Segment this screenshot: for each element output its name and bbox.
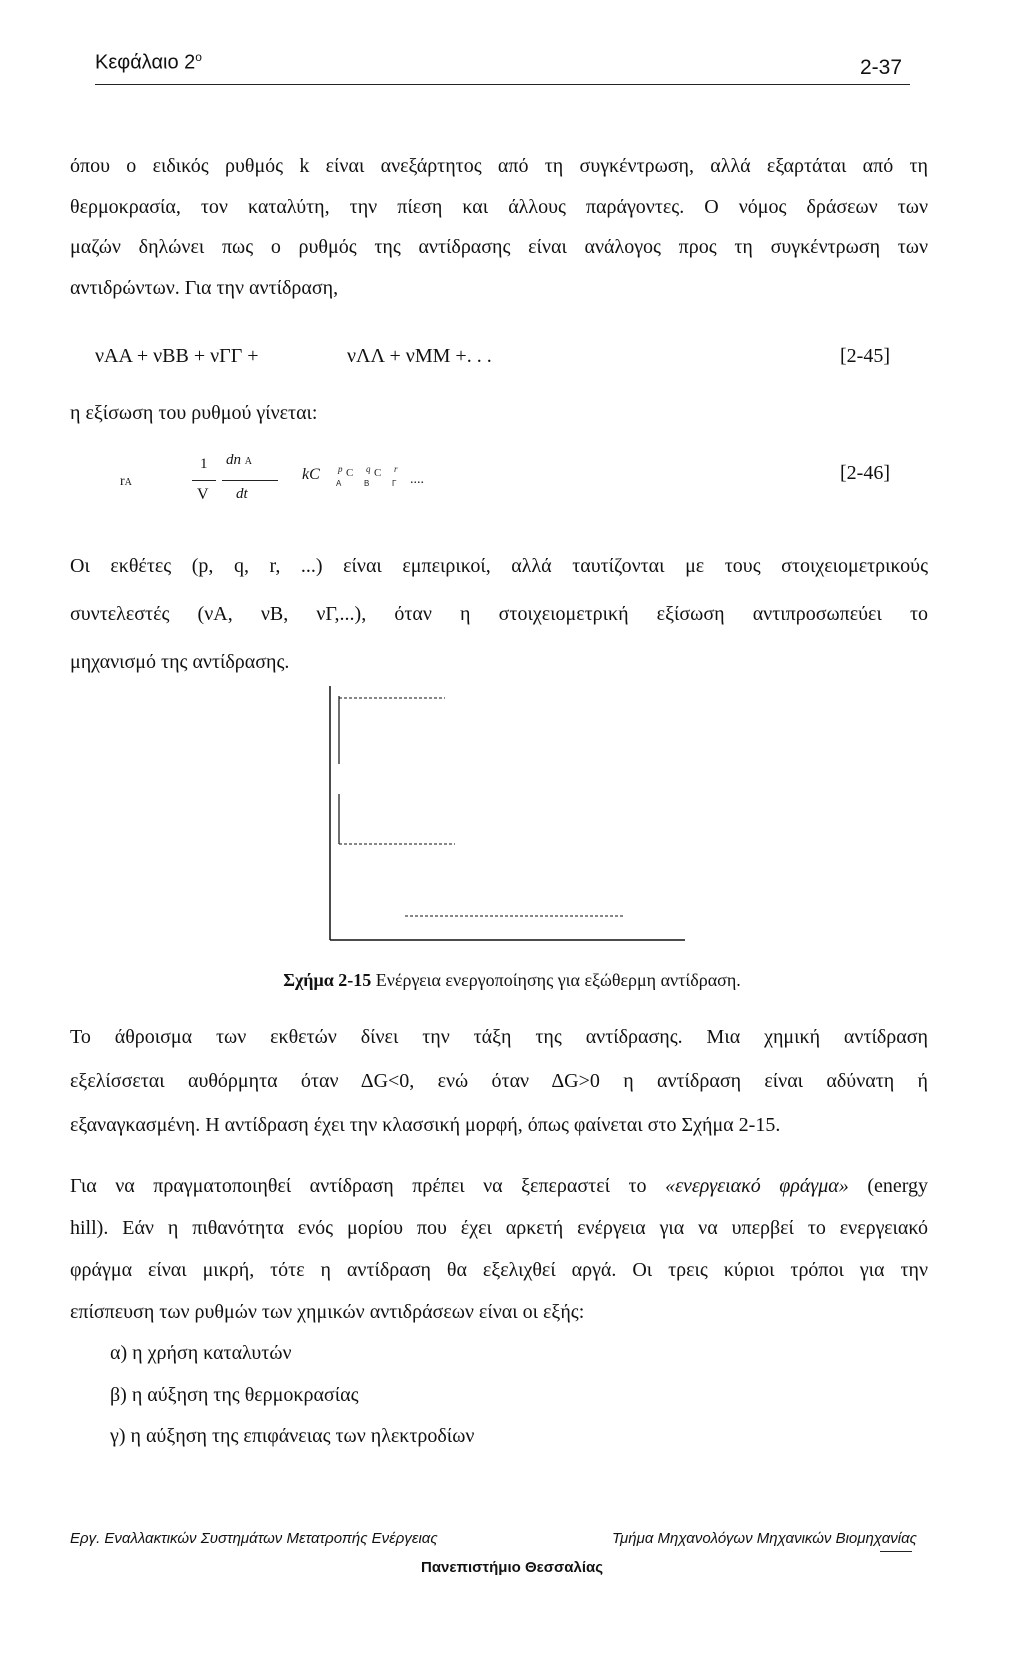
text-line: εξελίσσεται αυθόρμητα όταν ΔG<0, ενώ όταν ΔG>0 η αντίδραση είναι αδύνατη ή bbox=[70, 1070, 928, 1092]
fraction-numerator: 1 bbox=[200, 456, 208, 472]
text-line: μηχανισμό της αντίδρασης. bbox=[70, 651, 290, 673]
equation-2-46-tail: .... bbox=[410, 472, 424, 487]
footer-divider bbox=[880, 1551, 912, 1552]
svg-text:C: C bbox=[346, 467, 354, 479]
rate-equation-intro: η εξίσωση του ρυθμού γίνεται: bbox=[70, 402, 318, 424]
equation-2-46-rhs: kC bbox=[302, 466, 320, 483]
svg-text:q: q bbox=[366, 464, 371, 474]
list-item: α) η χρήση καταλυτών bbox=[110, 1342, 292, 1364]
text-line: εξαναγκασμένη. Η αντίδραση έχει την κλασσική μορφή, όπως φαίνεται στο Σχήμα 2-15. bbox=[70, 1114, 781, 1136]
paragraph-exponents bbox=[70, 542, 928, 686]
derivative-bar bbox=[222, 480, 278, 481]
equation-2-45-lhs: νΑΑ + νΒΒ + νΓΓ + bbox=[95, 345, 259, 367]
paragraph-rate-constant bbox=[70, 146, 928, 308]
svg-text:r: r bbox=[394, 464, 398, 474]
figure-caption: Σχήμα 2-15 Ενέργεια ενεργοποίησης για εξώθερμη αντίδραση. bbox=[283, 970, 741, 990]
footer-department: Τμήμα Μηχανολόγων Μηχανικών Βιομηχανίας bbox=[612, 1530, 917, 1547]
svg-text:Γ: Γ bbox=[392, 479, 397, 488]
equation-2-45-rhs: νΛΛ + νΜΜ +. . . bbox=[347, 345, 492, 367]
derivative-denominator: dt bbox=[236, 486, 248, 502]
header-divider bbox=[95, 84, 910, 85]
text-line: Οι εκθέτες (p, q, r, ...) είναι εμπειρικοί, αλλά ταυτίζονται με τους στοιχειομετρικούς bbox=[70, 555, 928, 577]
svg-text:p: p bbox=[338, 464, 343, 474]
text-line: Για να πραγματοποιηθεί αντίδραση πρέπει να ξεπεραστεί το «ενεργειακό φράγμα» (energy bbox=[70, 1175, 929, 1197]
list-item: γ) η αύξηση της επιφάνειας των ηλεκτροδίων bbox=[110, 1425, 475, 1447]
svg-text:A: A bbox=[336, 479, 342, 488]
list-item: β) η αύξηση της θερμοκρασίας bbox=[110, 1384, 359, 1406]
svg-text:B: B bbox=[364, 479, 370, 488]
derivative-numerator: dn A bbox=[226, 452, 252, 468]
footer-lab-name: Εργ. Εναλλακτικών Συστημάτων Μετατροπής Ενέργειας bbox=[70, 1530, 438, 1547]
energy-diagram bbox=[325, 684, 695, 944]
text-line: μαζών δηλώνει πως ο ρυθμός της αντίδρασης είναι ανάλογος προς τη συγκέντρωση των bbox=[70, 236, 928, 258]
paragraph-energy-barrier bbox=[70, 1165, 928, 1333]
text-line: συντελεστές (νΑ, νΒ, νΓ,...), όταν η στοιχειομετρική εξίσωση αντιπροσωπεύει το bbox=[70, 603, 929, 625]
text-line: θερμοκρασία, τον καταλύτη, την πίεση και άλλους παράγοντες. Ο νόμος δράσεων των bbox=[70, 195, 928, 218]
rate-symbol: rA bbox=[120, 474, 132, 489]
text-line: hill). Εάν η πιθανότητα ενός μορίου που έχει αρκετή ενέργεια για να υπερβεί το ενεργειακό bbox=[70, 1217, 928, 1239]
fraction-bar bbox=[192, 480, 216, 481]
paragraph-reaction-order bbox=[70, 1015, 928, 1147]
text-line: αντιδρώντων. Για την αντίδραση, bbox=[70, 276, 339, 299]
concentration-powers bbox=[332, 462, 442, 492]
text-line: όπου ο ειδικός ρυθμός k είναι ανεξάρτητος από τη συγκέντρωση, αλλά εξαρτάται από τη bbox=[70, 155, 928, 177]
page-number: 2-37 bbox=[860, 56, 903, 79]
svg-text:C: C bbox=[374, 467, 382, 479]
text-line: Το άθροισμα των εκθετών δίνει την τάξη της αντίδρασης. Μια χημική αντίδραση bbox=[70, 1026, 928, 1048]
text-line: φράγμα είναι μικρή, τότε η αντίδραση θα εξελιχθεί αργά. Οι τρεις κύριοι τρόποι για την bbox=[70, 1259, 928, 1281]
text-line: επίσπευση των ρυθμών των χημικών αντιδράσεων είναι οι εξής: bbox=[70, 1301, 585, 1323]
chapter-title: Κεφάλαιο $2^o$ bbox=[95, 50, 202, 74]
footer-university: Πανεπιστήμιο Θεσσαλίας bbox=[420, 1559, 604, 1576]
fraction-denominator: V bbox=[197, 486, 209, 503]
equation-2-46-number: [2-46] bbox=[840, 462, 890, 484]
equation-2-45-number: [2-45] bbox=[840, 345, 890, 367]
